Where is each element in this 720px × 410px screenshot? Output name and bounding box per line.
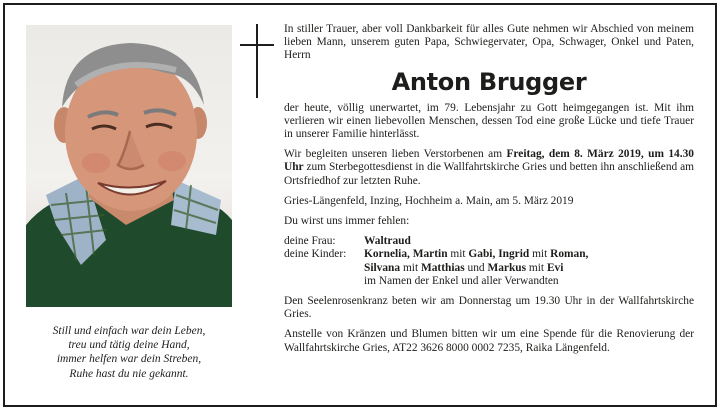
poem-line: immer helfen war dein Streben, <box>56 353 202 366</box>
memorial-poem <box>26 324 232 381</box>
donation-paragraph: Anstelle von Kränzen und Blumen bitten wir um eine Spende für die Renovierung der Wallfahrtskirche Gries, AT22 3626 8000 0002 7235, Raika Längenfeld. <box>284 328 694 354</box>
wife-label: deine Frau: <box>284 235 336 248</box>
funeral-post: zum Sterbegottesdienst in die Wallfahrtskirche Gries und betten ihn anschließend am Ortsfriedhof zur letzten Ruhe. <box>284 161 694 187</box>
children-label: deine Kinder: <box>284 248 347 261</box>
poem-line: Ruhe hast du nie gekannt. <box>69 367 189 380</box>
child-name: Kornelia, <box>364 248 410 261</box>
child-name: Silvana <box>364 261 401 274</box>
children-line-1 <box>364 248 694 261</box>
child-name: Gabi, <box>468 248 496 261</box>
intro-paragraph: In stiller Trauer, aber voll Dankbarkeit für alles Gute nehmen wir Abschied von meinem lieben Mann, unserem guten Papa, Schwiegervater, Opa, Schwager, Onkel und Paten, Herrn <box>284 23 694 62</box>
funeral-date: Freitag, dem 8. März 2019, <box>506 148 644 161</box>
connector: mit <box>447 248 469 261</box>
child-name: Evi <box>546 261 564 274</box>
child-name: Roman, <box>550 248 589 261</box>
child-name: Matthias <box>420 261 465 274</box>
funeral-time: um 14.30 Uhr <box>284 148 694 174</box>
child-name: Martin <box>412 248 448 261</box>
passing-paragraph: der heute, völlig unerwartet, im 79. Lebensjahr zu Gott heimgegangen ist. Mit ihm verlieren wir einen liebevollen Menschen, dessen Tod eine große Lücke und tiefe Trauer in unserer Familie hinterlässt. <box>284 101 694 141</box>
rosary-paragraph: Den Seelenrosenkranz beten wir am Donnerstag um 19.30 Uhr in der Wallfahrtskirche Gries. <box>284 295 694 321</box>
poem-line: treu und tätig deine Hand, <box>68 339 190 352</box>
funeral-paragraph <box>284 148 694 188</box>
family-list <box>284 235 694 288</box>
child-name: Markus <box>487 261 527 274</box>
relatives-line: im Namen der Enkel und aller Verwandten <box>364 274 559 287</box>
poem-line: Still und einfach war dein Leben, <box>52 325 206 337</box>
deceased-name: Anton Brugger <box>391 67 587 96</box>
portrait-photo <box>26 25 232 307</box>
children-line-2 <box>364 262 694 275</box>
wife-name: Waltraud <box>364 235 411 248</box>
place-date: Gries-Längenfeld, Inzing, Hochheim a. Main, am 5. März 2019 <box>284 194 574 207</box>
connector: mit <box>400 261 421 274</box>
connector: mit <box>526 261 547 274</box>
child-name: Ingrid <box>498 248 530 261</box>
missed-line: Du wirst uns immer fehlen: <box>284 215 410 228</box>
notice-text <box>284 23 694 355</box>
portrait-image <box>26 25 232 307</box>
connector: mit <box>529 248 551 261</box>
cross-icon <box>240 24 274 98</box>
funeral-pre: Wir begleiten unseren lieben Verstorbenen am <box>284 148 507 161</box>
connector: und <box>464 261 488 274</box>
